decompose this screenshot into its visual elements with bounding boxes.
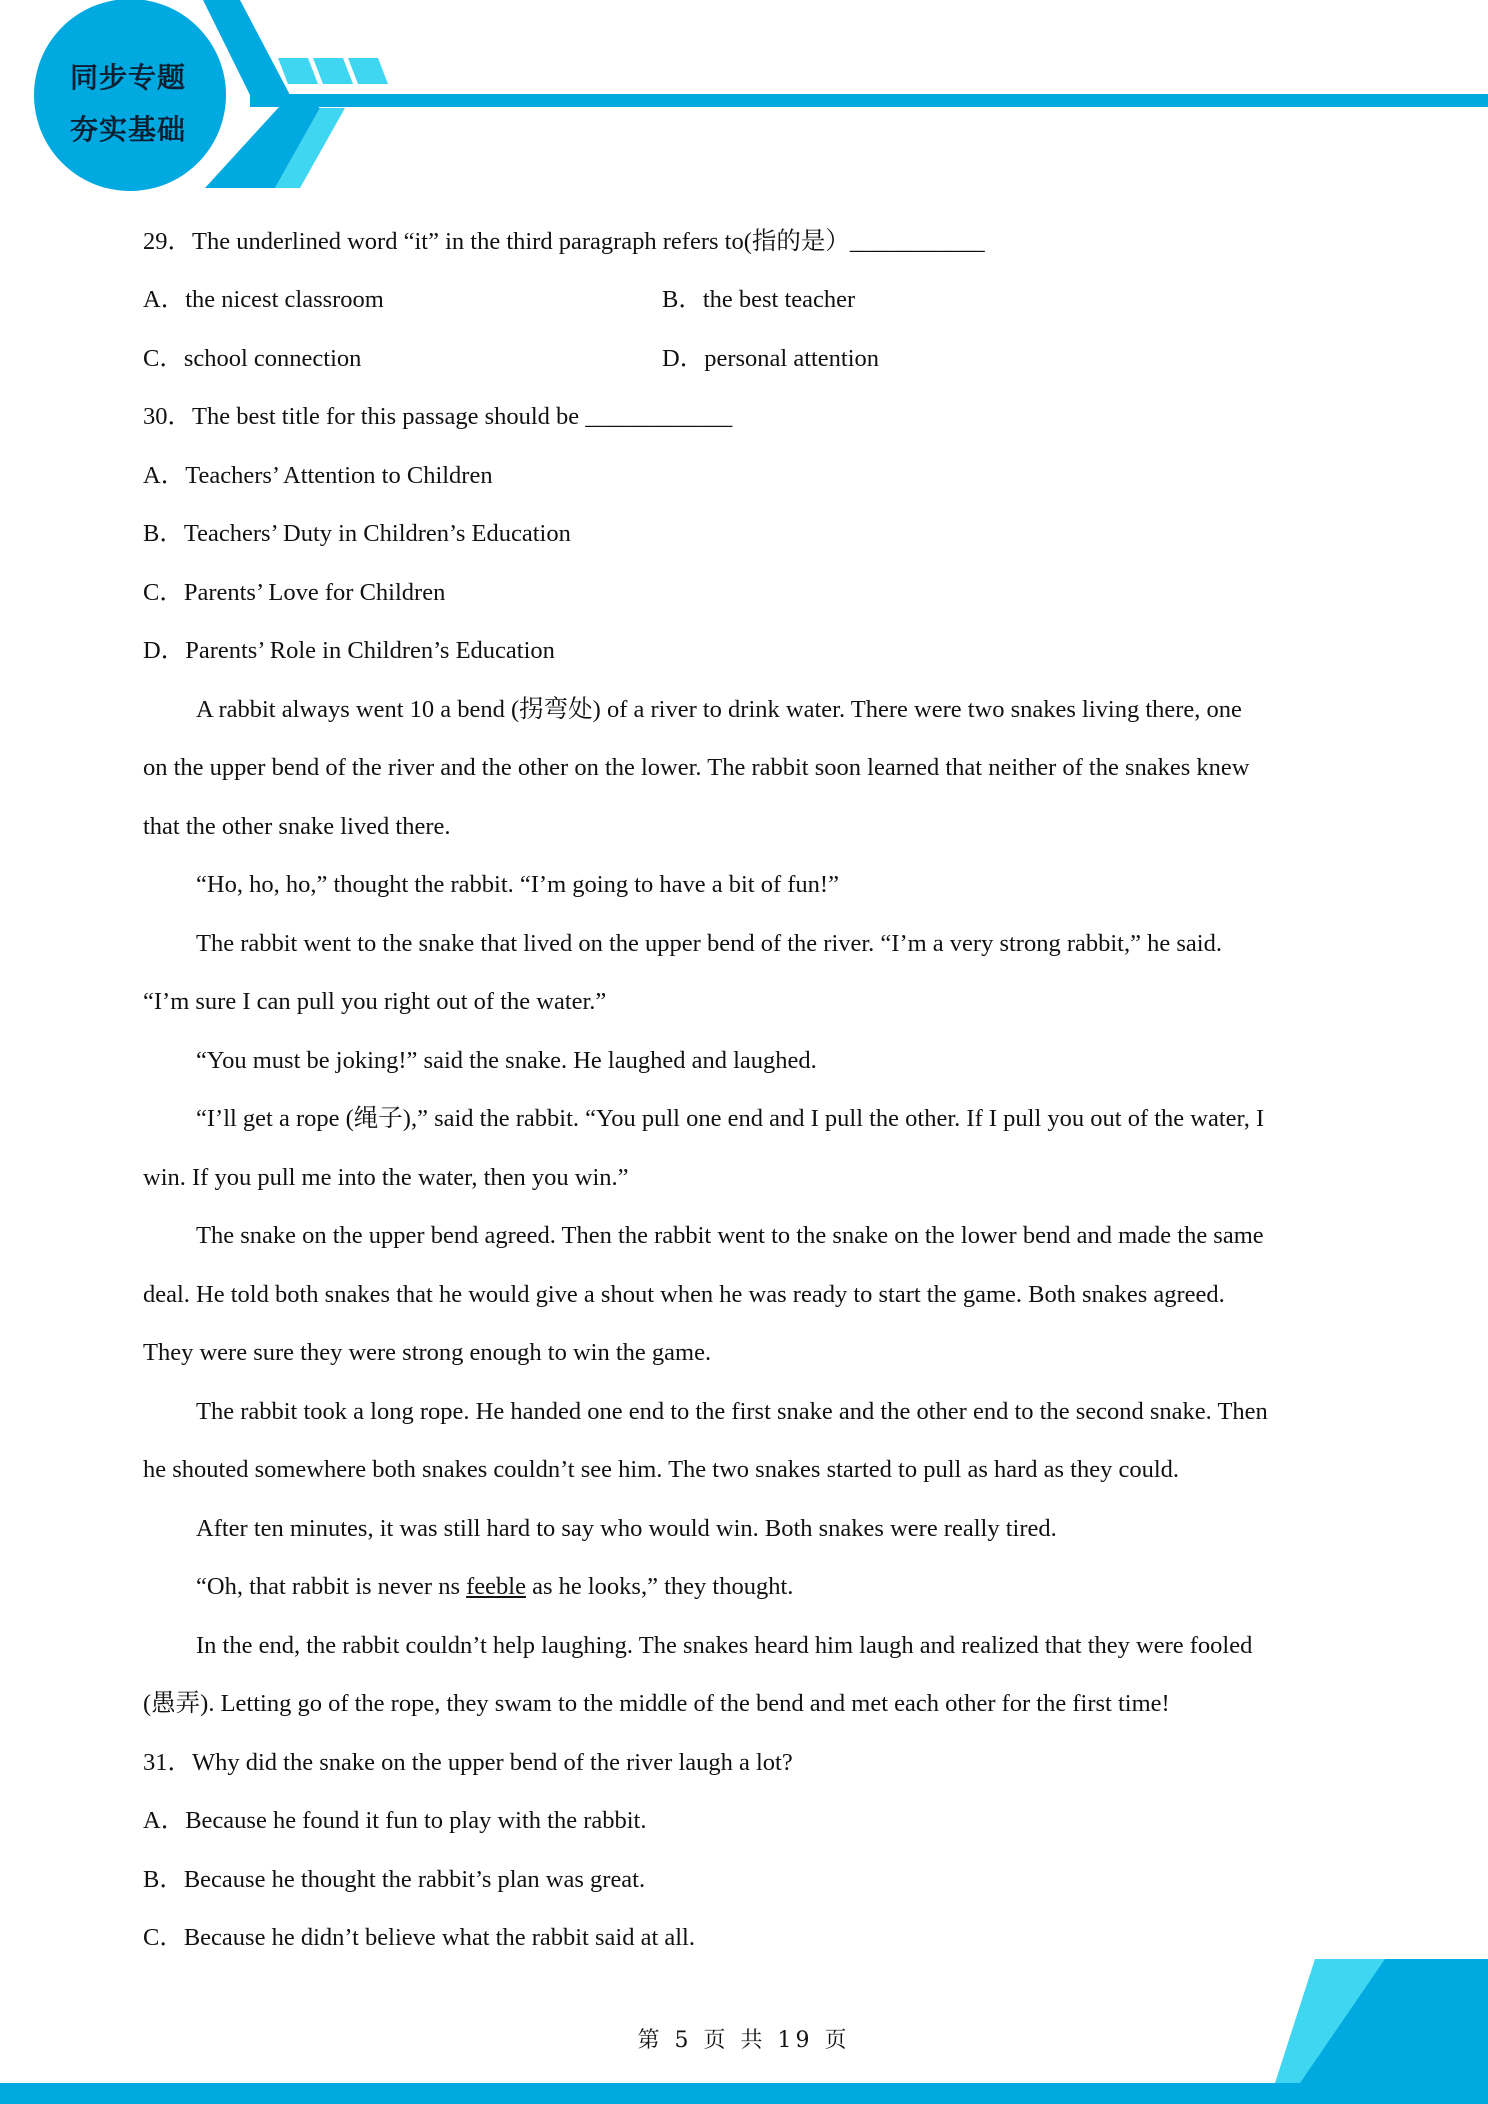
- question-31-option-c: C．Because he didn’t believe what the rabbit said at all.: [143, 1924, 695, 1951]
- header-decoration: [0, 0, 1488, 200]
- passage-p1-line3: that the other snake lived there.: [143, 813, 451, 840]
- passage-p7-line1: The rabbit took a long rope. He handed one end to the first snake and the other end to the second snake. Then: [196, 1398, 1268, 1425]
- question-31-option-b: B．Because he thought the rabbit’s plan was great.: [143, 1866, 646, 1893]
- passage-p6-line1: The snake on the upper bend agreed. Then the rabbit went to the snake on the lower bend and made the same: [196, 1222, 1264, 1249]
- badge-line-1: 同步专题: [69, 61, 186, 94]
- passage-p5-line1: “I’ll get a rope (绳子),” said the rabbit. “You pull one end and I pull the other. If I pull you out of the water, I: [196, 1105, 1265, 1132]
- question-30-option-c: C．Parents’ Love for Children: [143, 579, 446, 606]
- passage-p6-line3: They were sure they were strong enough to win the game.: [143, 1339, 712, 1366]
- passage-p5-line2: win. If you pull me into the water, then you win.”: [143, 1164, 629, 1191]
- question-30-option-a: A．Teachers’ Attention to Children: [143, 462, 493, 489]
- passage-p3-line2: “I’m sure I can pull you right out of the water.”: [143, 988, 607, 1015]
- question-29-option-c: C．school connection: [143, 345, 362, 372]
- question-29-option-d: D．personal attention: [662, 345, 880, 372]
- question-31-option-a: A．Because he found it fun to play with the rabbit.: [143, 1807, 647, 1834]
- question-30-option-d: D．Parents’ Role in Children’s Education: [143, 637, 555, 664]
- question-30-option-b: B．Teachers’ Duty in Children’s Education: [143, 520, 571, 547]
- passage-p9: [143, 1572, 793, 1602]
- underlined-word-feeble: feeble: [466, 1573, 526, 1600]
- question-29-stem: 29．The underlined word “it” in the third paragraph refers to(指的是）___________: [143, 228, 985, 255]
- header-badge: [58, 52, 198, 156]
- passage-p9-after: as he looks,” they thought.: [525, 1573, 794, 1600]
- passage-p4: “You must be joking!” said the snake. He laughed and laughed.: [196, 1047, 817, 1074]
- question-29-option-b: B．the best teacher: [662, 286, 856, 313]
- passage-p1-line2: on the upper bend of the river and the other on the lower. The rabbit soon learned that neither of the snakes knew: [143, 754, 1250, 781]
- page-number: 第 5 页 共 19 页: [637, 2028, 851, 2053]
- passage-p1-line1: A rabbit always went 10 a bend (拐弯处) of a river to drink water. There were two snakes living there, one: [196, 696, 1242, 723]
- passage-p6-line2: deal. He told both snakes that he would give a shout when he was ready to start the game. Both snakes agreed.: [143, 1281, 1225, 1308]
- passage-p10-line2: (愚弄). Letting go of the rope, they swam to the middle of the bend and met each other for the first time!: [143, 1690, 1170, 1717]
- passage-p7-line2: he shouted somewhere both snakes couldn’t see him. The two snakes started to pull as hard as they could.: [143, 1456, 1180, 1483]
- question-29-option-a: A．the nicest classroom: [143, 286, 384, 313]
- passage-p10-line1: In the end, the rabbit couldn’t help laughing. The snakes heard him laugh and realized that they were fooled: [196, 1632, 1253, 1659]
- passage-p3-line1: The rabbit went to the snake that lived on the upper bend of the river. “I’m a very strong rabbit,” he said.: [196, 930, 1222, 957]
- passage-p9-before: “Oh, that rabbit is never ns: [196, 1573, 467, 1600]
- question-31-stem: 31．Why did the snake on the upper bend of the river laugh a lot?: [143, 1749, 793, 1776]
- passage-p8: After ten minutes, it was still hard to say who would win. Both snakes were really tired.: [196, 1515, 1057, 1542]
- passage-p2: “Ho, ho, ho,” thought the rabbit. “I’m going to have a bit of fun!”: [196, 871, 839, 898]
- question-30-stem: 30．The best title for this passage should be ____________: [143, 403, 733, 430]
- badge-line-2: 夯实基础: [69, 113, 186, 146]
